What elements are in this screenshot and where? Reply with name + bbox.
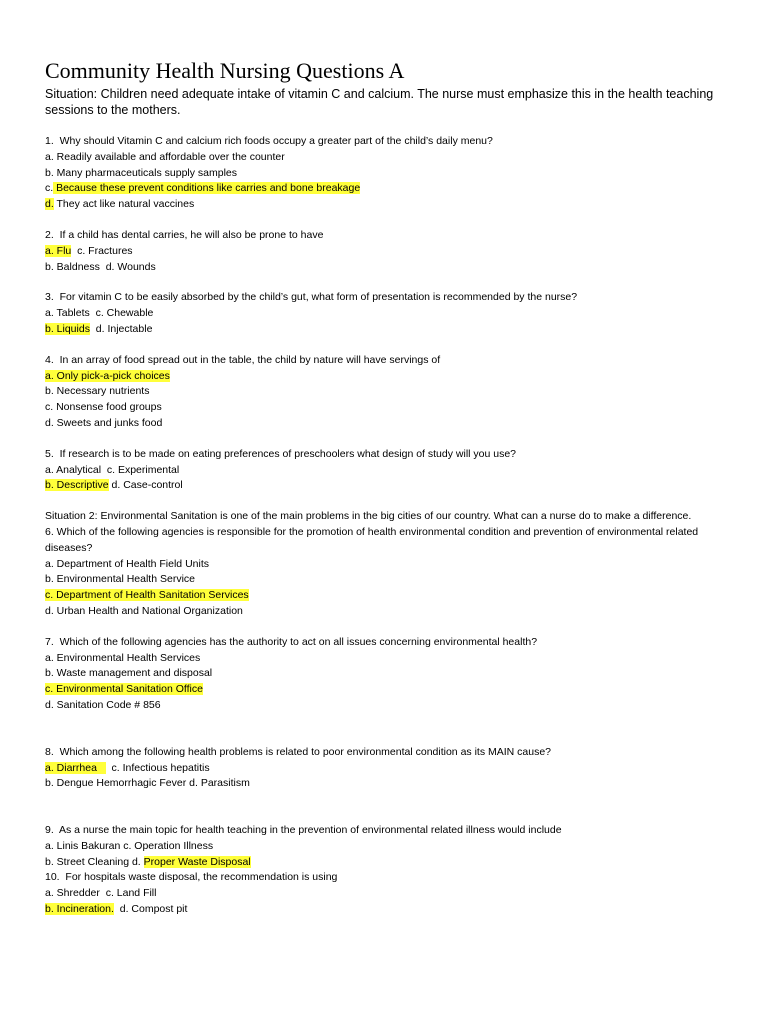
choice-d: d. Injectable [89, 322, 153, 335]
question-stem: 1. Why should Vitamin C and calcium rich foods occupy a greater part of the child’s daily menu? [45, 135, 493, 147]
choices-b-d [45, 902, 725, 918]
highlighted-answer: c. Environmental Sanitation Office [45, 683, 203, 696]
highlighted-answer: b. Incineration. [45, 903, 114, 916]
choice-a: a. Department of Health Field Units [45, 557, 209, 570]
highlighted-answer: c. Department of Health Sanitation Services [45, 589, 249, 602]
question-stem: 9. As a nurse the main topic for health teaching in the prevention of environmental related illness would include [45, 824, 562, 837]
question-2 [45, 228, 725, 275]
highlighted-answer: b. Liquids [45, 322, 90, 335]
question-5 [45, 447, 725, 494]
choice-d: d. Urban Health and National Organization [45, 604, 243, 617]
question-6 [45, 525, 725, 620]
highlighted-answer: Because these prevent conditions like carries and bone breakage [53, 182, 361, 195]
situation-2: Situation 2: Environmental Sanitation is one of the main problems in the big cities of our country. What can a nurse do to make a difference. [45, 510, 692, 523]
question-3 [45, 290, 725, 337]
choice-d: d. Case-control [108, 479, 183, 492]
choices-a-c [45, 244, 725, 260]
choice-d: d. Sanitation Code # 856 [45, 698, 161, 711]
choice-c: c. Fractures [71, 244, 133, 257]
choice-c [45, 181, 725, 197]
choices-b-d: b. Baldness d. Wounds [45, 260, 156, 273]
choice-b: b. Necessary nutrients [45, 385, 150, 398]
highlighted-answer: a. Flu [45, 244, 72, 257]
choice-b: b. Many pharmaceuticals supply samples [45, 166, 238, 179]
choices-b-d: b. Dengue Hemorrhagic Fever d. Parasitism [45, 777, 250, 790]
choices-a-c: a. Shredder c. Land Fill [45, 887, 157, 900]
question-stem: 2. If a child has dental carries, he will also be prone to have [45, 228, 324, 241]
choice-a: a. Environmental Health Services [45, 651, 201, 664]
choice-a: a. Readily available and affordable over the counter [45, 150, 285, 163]
question-8 [45, 745, 725, 792]
highlighted-letter: d. [45, 198, 54, 211]
choices-b-d [45, 322, 725, 338]
highlighted-answer: a. Diarrhea [45, 761, 106, 774]
choices-b-d [45, 478, 725, 494]
choice-d: d. Compost pit [113, 903, 188, 916]
choice-c: c. Nonsense food groups [45, 401, 162, 414]
choice-b: b. Street Cleaning d. [45, 855, 144, 868]
intro-situation: Situation: Children need adequate intake of vitamin C and calcium. The nurse must emphasize this in the health teaching sessions to the mothers. [45, 87, 714, 117]
question-stem: 7. Which of the following agencies has the authority to act on all issues concerning environmental health? [45, 635, 538, 648]
question-9 [45, 823, 725, 870]
highlighted-answer: a. Only pick-a-pick choices [45, 369, 170, 382]
question-10 [45, 870, 725, 917]
choice-c [45, 682, 725, 698]
document-page [45, 58, 725, 918]
choice-b: b. Waste management and disposal [45, 667, 213, 680]
highlighted-answer: Proper Waste Disposal [143, 855, 251, 868]
choice-c: c. Infectious hepatitis [105, 761, 210, 774]
page-title: Community Health Nursing Questions A [45, 58, 405, 83]
choice-c-letter: c. [45, 182, 54, 195]
choices-a-c: a. Tablets c. Chewable [45, 307, 154, 320]
question-stem: 5. If research is to be made on eating preferences of preschoolers what design of study will you use? [45, 447, 517, 460]
choice-d-text: They act like natural vaccines [53, 198, 195, 211]
choice-d [45, 197, 725, 213]
question-1 [45, 134, 725, 213]
question-stem: 8. Which among the following health problems is related to poor environmental condition as its MAIN cause? [45, 745, 552, 758]
choice-c [45, 588, 725, 604]
question-stem: 4. In an array of food spread out in the table, the child by nature will have servings of [45, 353, 441, 366]
choices-a-c: a. Linis Bakuran c. Operation Illness [45, 839, 214, 852]
choice-a [45, 369, 725, 385]
choices-a-c: a. Analytical c. Experimental [45, 463, 180, 476]
choices-b-d [45, 855, 725, 871]
choice-b: b. Environmental Health Service [45, 573, 195, 586]
question-stem: 10. For hospitals waste disposal, the recommendation is using [45, 871, 338, 884]
question-7 [45, 635, 725, 714]
highlighted-answer: b. Descriptive [45, 479, 109, 492]
question-stem: 6. Which of the following agencies is responsible for the promotion of health environmental condition and prevention of environmental related diseases? [45, 525, 699, 554]
choices-a-c [45, 761, 725, 777]
question-4 [45, 353, 725, 432]
choice-d: d. Sweets and junks food [45, 416, 163, 429]
question-stem: 3. For vitamin C to be easily absorbed by the child’s gut, what form of presentation is recommended by the nurse? [45, 291, 578, 304]
